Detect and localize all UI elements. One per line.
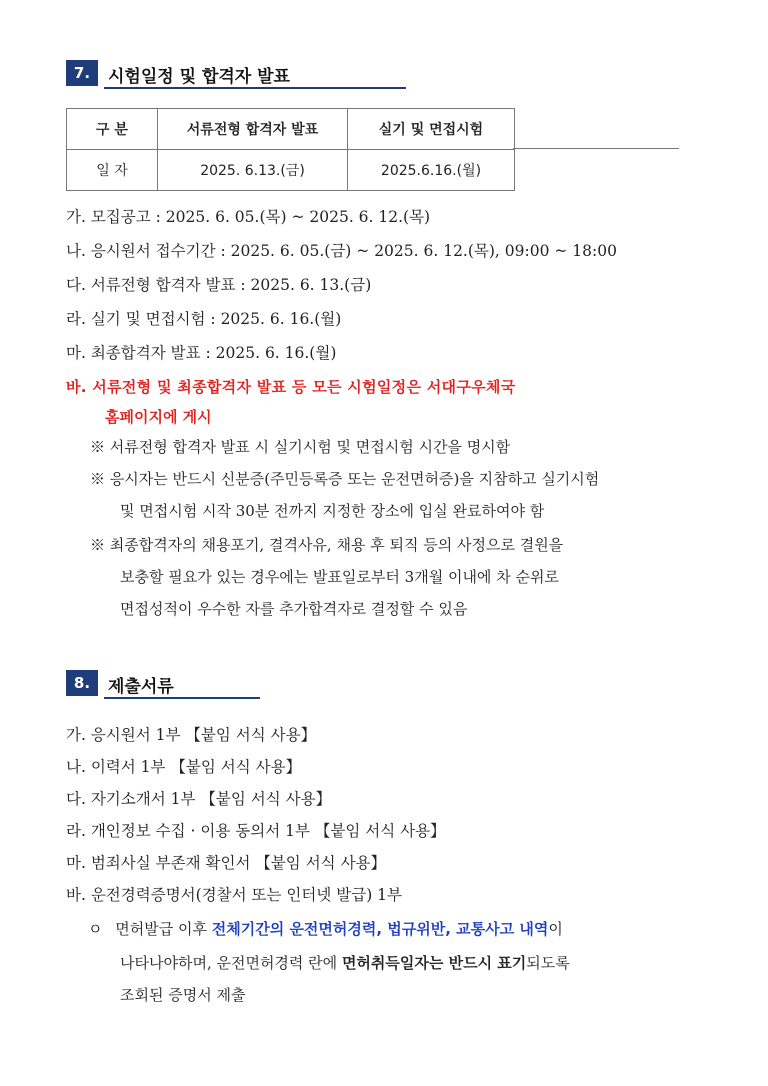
note-continuation: 보충할 필요가 있는 경우에는 발표일로부터 3개월 이내에 차 순위로 xyxy=(120,568,559,586)
list-item: 다. 자기소개서 1부 【붙임 서식 사용】 xyxy=(66,790,332,808)
sub-bullet: ㅇ xyxy=(88,920,103,938)
list-item: 라. 개인정보 수집 · 이용 동의서 1부 【붙임 서식 사용】 xyxy=(66,822,446,840)
highlight-notice-line2: 홈페이지에 게시 xyxy=(105,408,212,426)
sub-text-end: 되도록 xyxy=(526,954,570,972)
table-divider-extension xyxy=(513,148,679,149)
note-item: ※ 응시자는 반드시 신분증(주민등록증 또는 운전면허증)을 지참하고 실기시험 xyxy=(90,470,600,488)
sub-item-continuation xyxy=(120,952,570,974)
section-8-number: 8. xyxy=(66,670,98,696)
sub-item xyxy=(88,918,563,940)
list-item: 나. 응시원서 접수기간 : 2025. 6. 05.(금) ~ 2025. 6. 12.(목), 09:00 ~ 18:00 xyxy=(66,242,617,260)
section-8-title: 제출서류 xyxy=(108,677,174,697)
note-continuation: 면접성적이 우수한 자를 추가합격자로 결정할 수 있음 xyxy=(120,600,468,618)
section-7-underline xyxy=(104,87,406,89)
section-8-underline xyxy=(104,697,260,699)
table-cell-interview-date: 2025.6.16.(월) xyxy=(348,150,515,191)
list-item: 나. 이력서 1부 【붙임 서식 사용】 xyxy=(66,758,302,776)
list-item: 마. 범죄사실 부존재 확인서 【붙임 서식 사용】 xyxy=(66,854,387,872)
sub-text-bold: 면허취득일자는 반드시 표기 xyxy=(341,954,527,972)
sub-text: 면허발급 이후 xyxy=(115,920,212,938)
note-item: ※ 서류전형 합격자 발표 시 실기시험 및 면접시험 시간을 명시함 xyxy=(90,438,511,456)
list-item: 바. 운전경력증명서(경찰서 또는 인터넷 발급) 1부 xyxy=(66,886,403,904)
table-header-row xyxy=(67,109,515,150)
note-continuation: 및 면접시험 시작 30분 전까지 지정한 장소에 입실 완료하여야 함 xyxy=(120,502,545,520)
table-header-category: 구 분 xyxy=(67,109,158,150)
list-item: 라. 실기 및 면접시험 : 2025. 6. 16.(월) xyxy=(66,310,342,328)
table-row xyxy=(67,150,515,191)
sub-text: 나타나야하며, 운전면허경력 란에 xyxy=(120,954,342,972)
table-row-label: 일 자 xyxy=(67,150,158,191)
sub-text-end: 이 xyxy=(548,920,563,938)
table-header-practical-interview: 실기 및 면접시험 xyxy=(348,109,515,150)
note-item: ※ 최종합격자의 채용포기, 결격사유, 채용 후 퇴직 등의 사정으로 결원을 xyxy=(90,536,564,554)
section-7-title: 시험일정 및 합격자 발표 xyxy=(108,67,290,87)
sub-item-continuation: 조회된 증명서 제출 xyxy=(120,986,246,1004)
sub-text-blue: 전체기간의 운전면허경력, 법규위반, 교통사고 내역 xyxy=(211,920,549,938)
table-cell-document-date: 2025. 6.13.(금) xyxy=(158,150,348,191)
list-item: 마. 최종합격자 발표 : 2025. 6. 16.(월) xyxy=(66,344,337,362)
highlight-notice-line1: 바. 서류전형 및 최종합격자 발표 등 모든 시험일정은 서대구우체국 xyxy=(66,378,516,396)
section-7-number: 7. xyxy=(66,60,98,86)
schedule-table xyxy=(66,108,515,191)
table-header-document-result: 서류전형 합격자 발표 xyxy=(158,109,348,150)
list-item: 가. 응시원서 1부 【붙임 서식 사용】 xyxy=(66,726,317,744)
list-item: 다. 서류전형 합격자 발표 : 2025. 6. 13.(금) xyxy=(66,276,372,294)
list-item: 가. 모집공고 : 2025. 6. 05.(목) ~ 2025. 6. 12.(목) xyxy=(66,208,431,226)
